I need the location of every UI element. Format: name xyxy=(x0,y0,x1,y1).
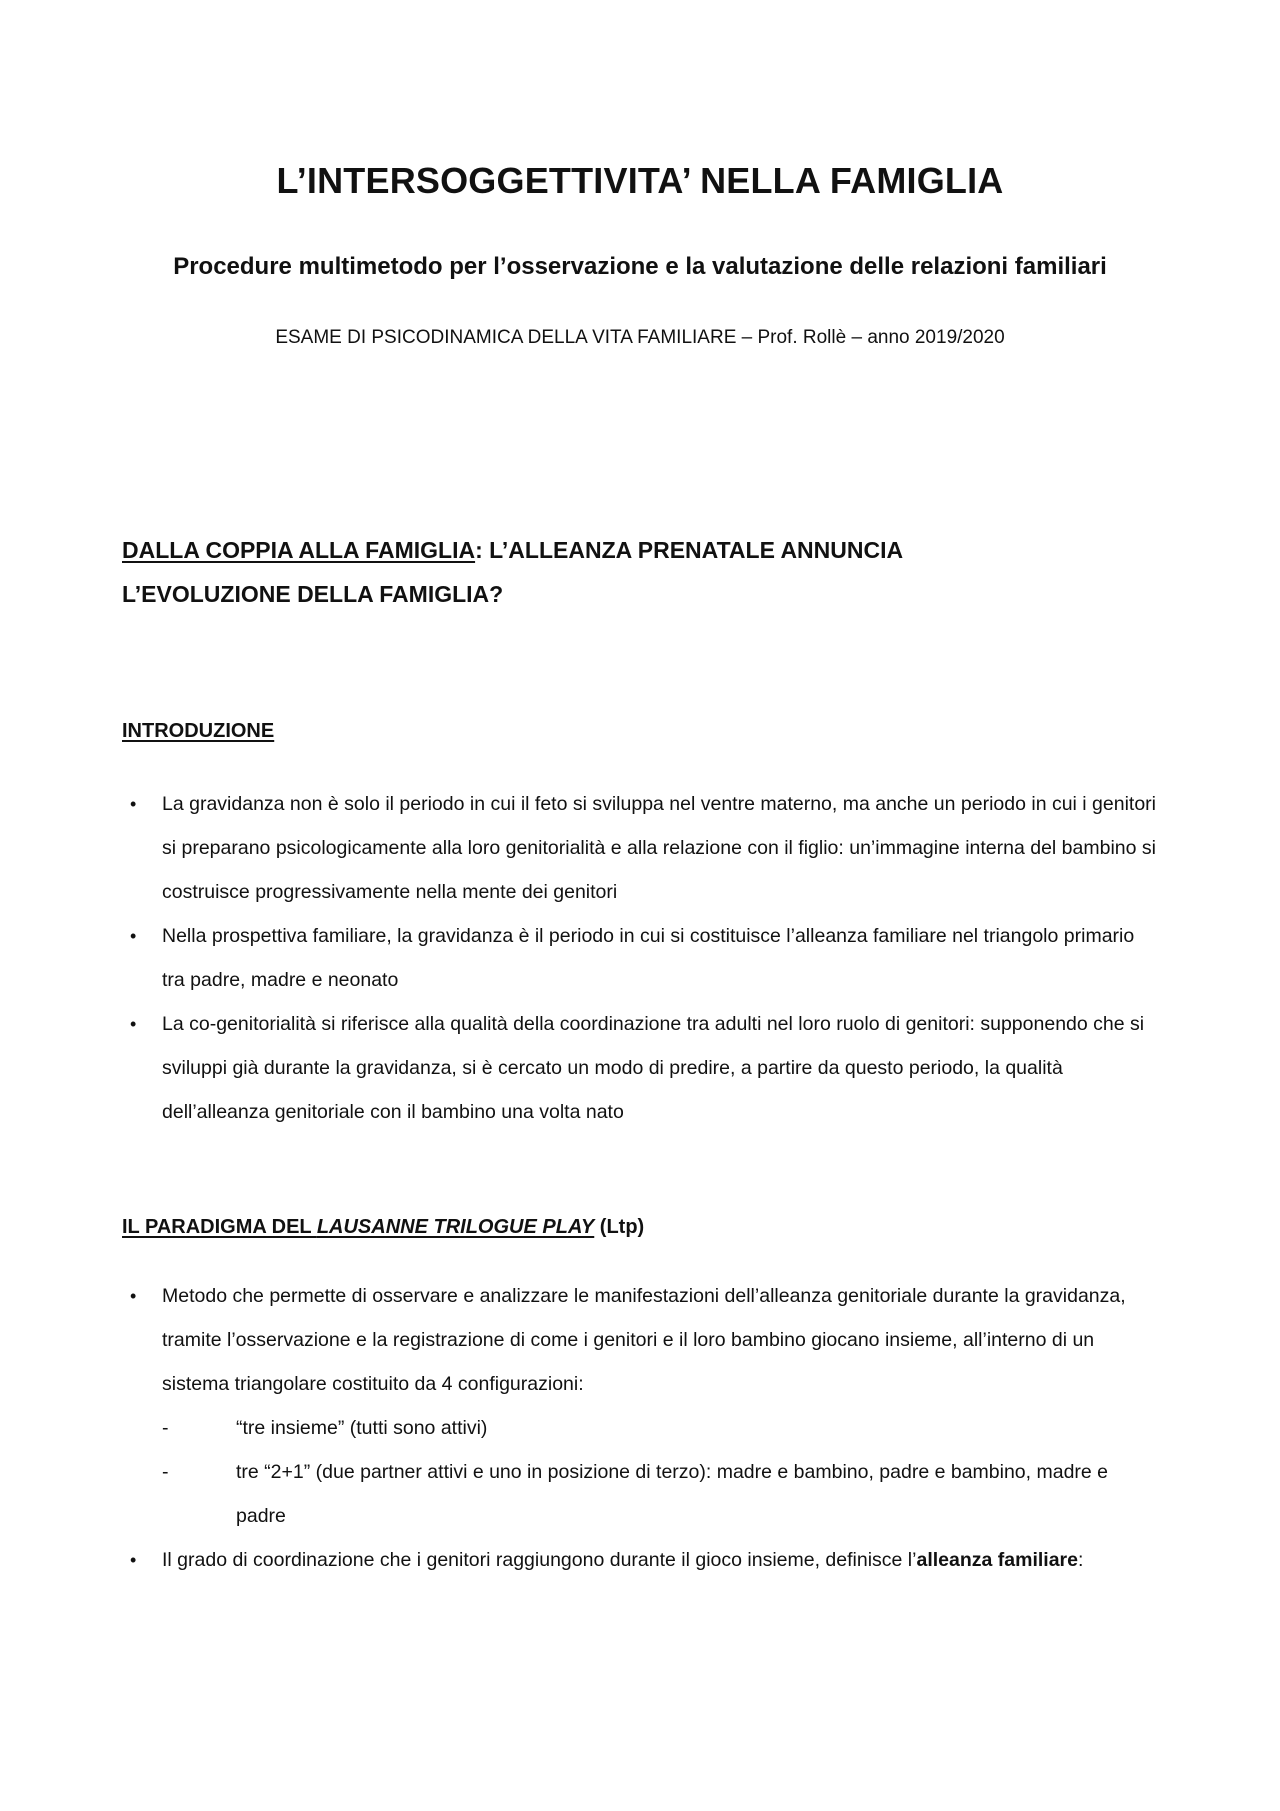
ltp-heading-prefix: IL PARADIGMA DEL xyxy=(122,1216,317,1238)
bullet-icon: • xyxy=(130,1550,137,1570)
section-heading-underlined: DALLA COPPIA ALLA FAMIGLIA xyxy=(122,537,476,563)
configuration-list xyxy=(162,1406,1162,1538)
list-item xyxy=(122,782,1162,914)
bullet-end: : xyxy=(1077,1549,1084,1571)
list-item xyxy=(122,1538,1162,1582)
section-heading xyxy=(122,528,903,616)
list-item xyxy=(162,1406,1162,1450)
bullet-text: Metodo che permette di osservare e analizzare le manifestazioni dell’alleanza genitoriale durante la gravidanza, tramite l’osservazione e la registrazione di come i genitori e il loro bambino giocano insieme, all’interno di un sistema triangolare costituito da 4 configurazioni: xyxy=(162,1285,1126,1395)
ltp-heading-underlined xyxy=(122,1216,594,1238)
bullet-text: Nella prospettiva familiare, la gravidanza è il periodo in cui si costituisce l’alleanza familiare nel triangolo primario tra padre, madre e neonato xyxy=(162,925,1135,991)
bullet-icon: • xyxy=(130,1014,137,1034)
ltp-bullet-list xyxy=(122,1274,1162,1582)
ltp-heading-suffix: (Ltp) xyxy=(594,1216,645,1238)
ltp-heading xyxy=(122,1216,644,1239)
introduzione-bullet-list xyxy=(122,782,1162,1134)
ltp-heading-italic: LAUSANNE TRILOGUE PLAY xyxy=(316,1216,595,1238)
exam-info-line: ESAME DI PSICODINAMICA DELLA VITA FAMILIARE – Prof. Rollè – anno 2019/2020 xyxy=(275,327,1005,348)
bullet-text: La gravidanza non è solo il periodo in cui il feto si sviluppa nel ventre materno, ma anche un periodo in cui i genitori si preparano psicologicamente alla loro genitorialità e alla relazione con il figlio: un’immagine interna del bambino si costruisce progressivamente nella mente dei genitori xyxy=(162,793,1157,903)
bullet-icon: • xyxy=(130,794,137,814)
dash-icon: - xyxy=(162,1417,169,1439)
section-heading-rest: : L’ALLEANZA PRENATALE ANNUNCIA xyxy=(475,537,904,563)
dash-text: tre “2+1” (due partner attivi e uno in posizione di terzo): madre e bambino, padre e bambino, madre e padre xyxy=(236,1461,1109,1527)
dash-text: “tre insieme” (tutti sono attivi) xyxy=(236,1417,488,1439)
list-item xyxy=(122,1274,1162,1538)
list-item xyxy=(122,1002,1162,1134)
bullet-icon: • xyxy=(130,1286,137,1306)
section-heading-line2: L’EVOLUZIONE DELLA FAMIGLIA? xyxy=(122,581,504,607)
dash-icon: - xyxy=(162,1461,169,1483)
introduzione-heading: INTRODUZIONE xyxy=(122,720,275,742)
list-item xyxy=(162,1450,1162,1538)
document-title: L’INTERSOGGETTIVITA’ NELLA FAMIGLIA xyxy=(276,160,1004,201)
bullet-text: Il grado di coordinazione che i genitori raggiungono durante il gioco insieme, definisce l’ xyxy=(162,1549,917,1571)
document-subtitle: Procedure multimetodo per l’osservazione e la valutazione delle relazioni familiari xyxy=(173,253,1107,280)
bullet-icon: • xyxy=(130,926,137,946)
bullet-text: La co-genitorialità si riferisce alla qualità della coordinazione tra adulti nel loro ruolo di genitori: supponendo che si sviluppi già durante la gravidanza, si è cercato un modo di predire, a partire da questo periodo, la qualità dell’alleanza genitoriale con il bambino una volta nato xyxy=(162,1013,1145,1123)
list-item xyxy=(122,914,1162,1002)
bullet-bold-text: alleanza familiare xyxy=(916,1549,1078,1571)
